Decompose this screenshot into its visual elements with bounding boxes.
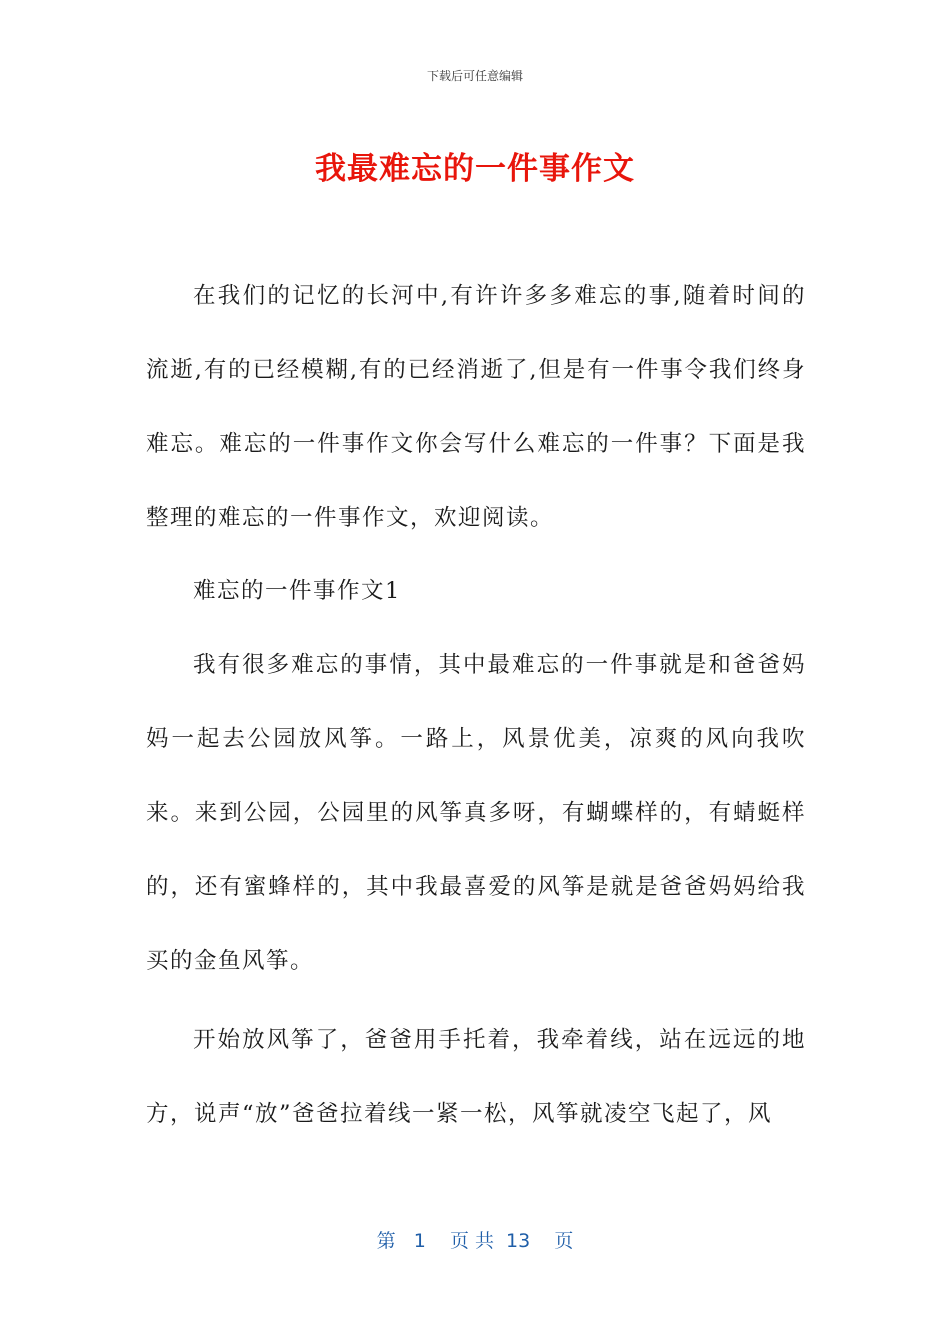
- paragraph-flying: [146, 1003, 806, 1151]
- paragraph-text: 开始放风筝了，爸爸用手托着，我牵着线，站在远远的地方，说声“放”爸爸拉着线一紧一松，风筝就凌空飞起了，风: [146, 1027, 806, 1127]
- document-title: 我最难忘的一件事作文: [315, 151, 635, 187]
- paragraph-kite: [146, 628, 806, 998]
- paragraph-text: 在我们的记忆的长河中,有许许多多难忘的事,随着时间的流逝,有的已经模糊,有的已经消逝了,但是有一件事令我们终身难忘。难忘的一件事作文你会写什么难忘的一件事？下面是我整理的难忘的一件事作文，欢迎阅读。: [146, 283, 806, 531]
- header-note: 下载后可任意编辑: [426, 69, 523, 83]
- section-heading: [146, 554, 806, 628]
- section-heading-text: 难忘的一件事作文1: [193, 578, 401, 604]
- paragraph-intro: [146, 259, 806, 555]
- page-number-footer: 第 1 页 共 13 页: [376, 1230, 574, 1252]
- paragraph-text: 我有很多难忘的事情，其中最难忘的一件事就是和爸爸妈妈一起去公园放风筝。一路上，风景优美，凉爽的风向我吹来。来到公园，公园里的风筝真多呀，有蝴蝶样的，有蜻蜓样的，还有蜜蜂样的，其中我最喜爱的风筝是就是爸爸妈妈给我买的金鱼风筝。: [146, 652, 806, 974]
